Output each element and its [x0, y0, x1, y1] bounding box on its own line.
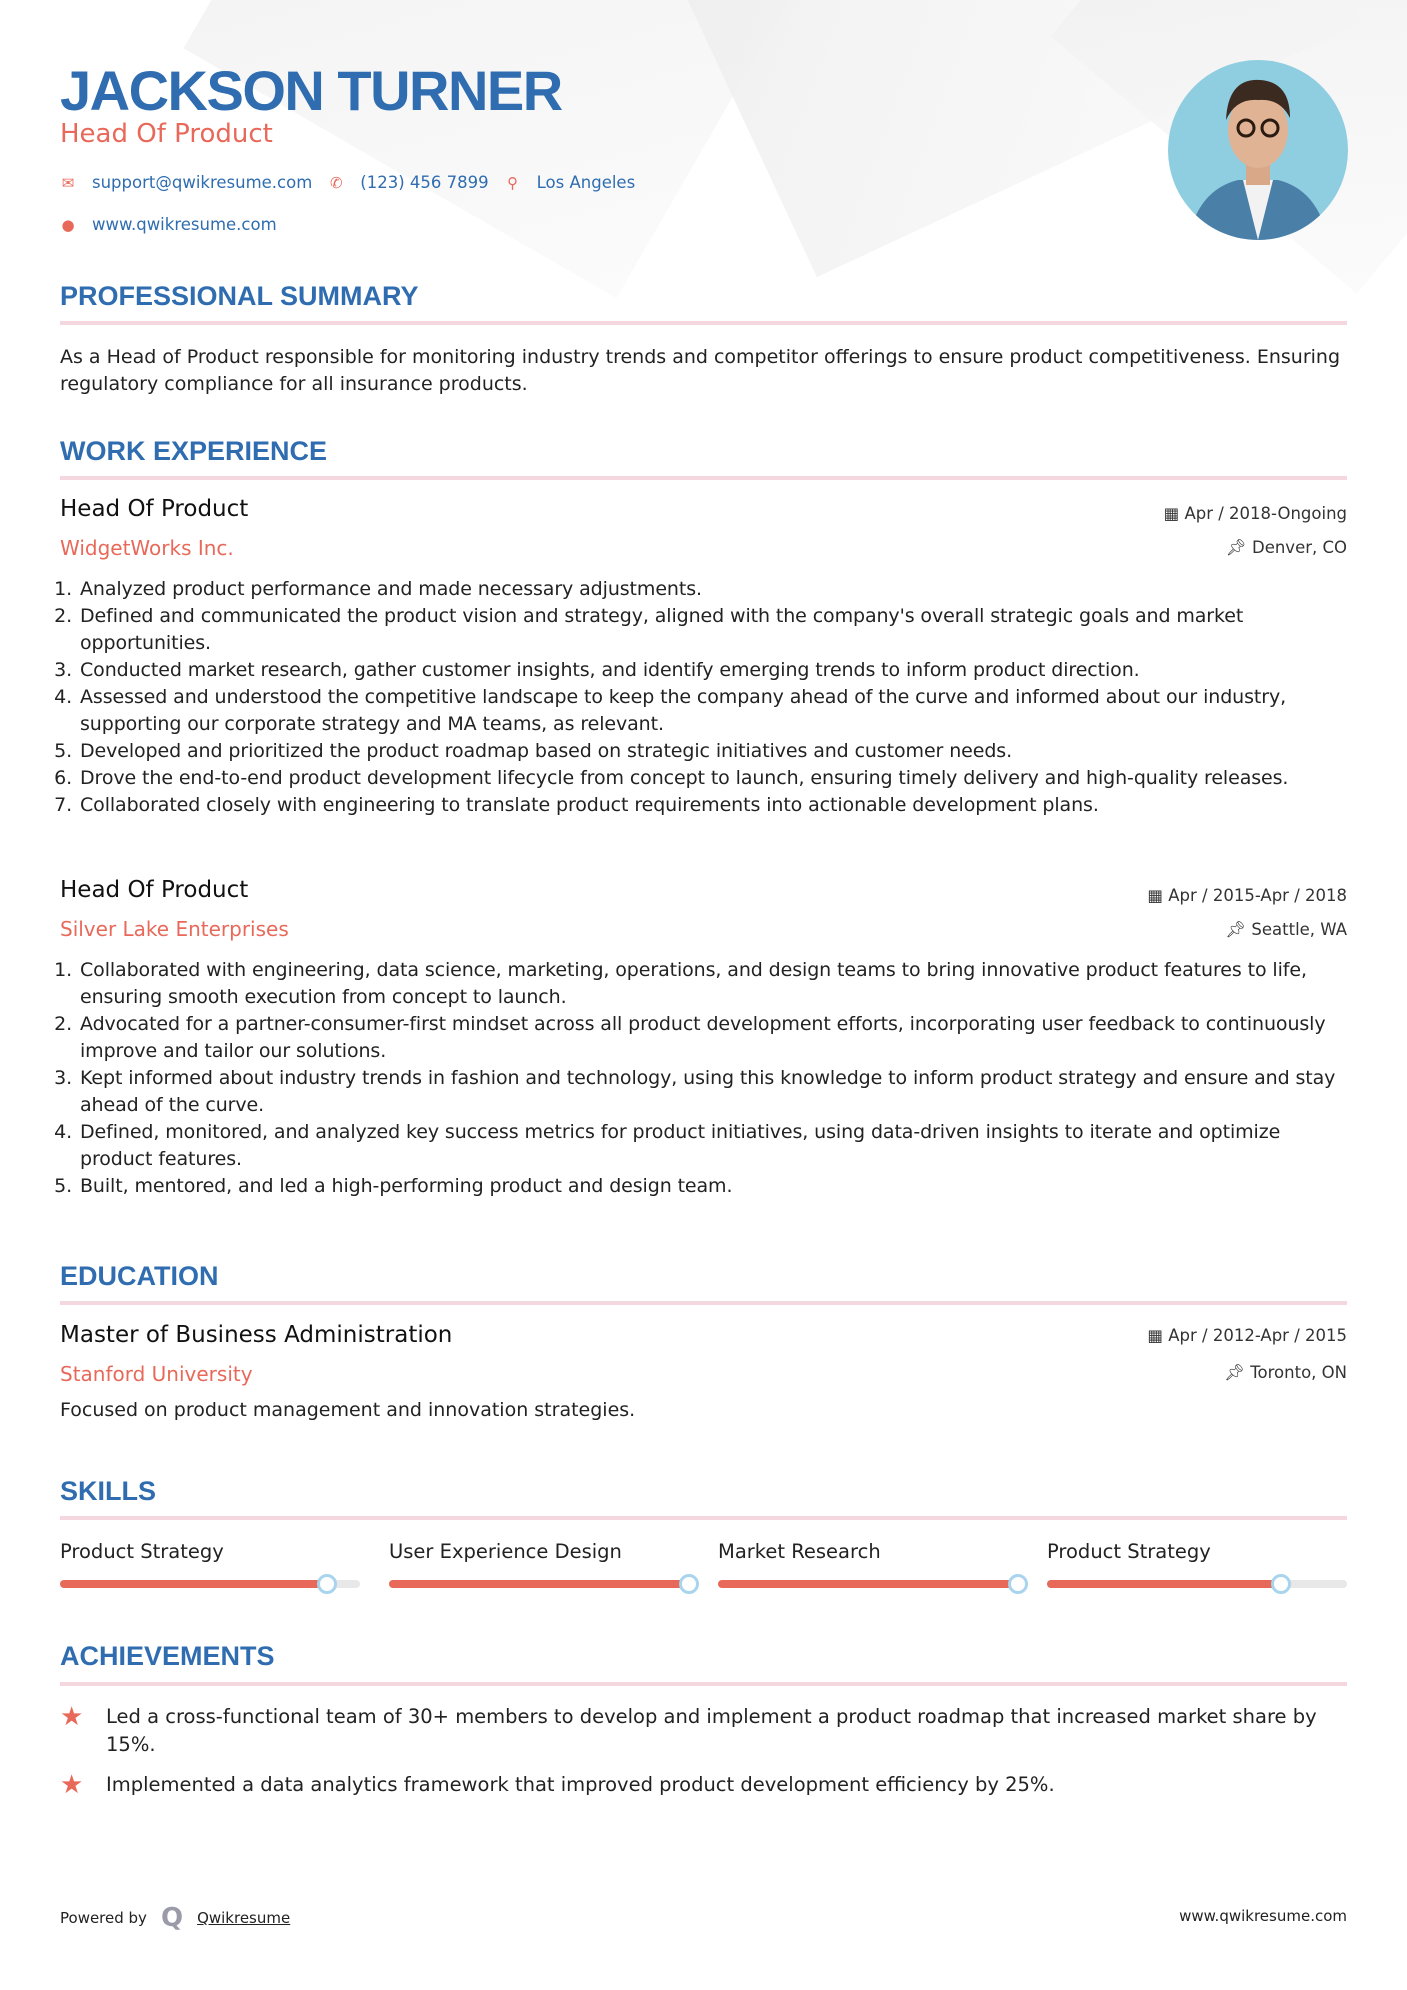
website-link[interactable]: www.qwikresume.com: [92, 215, 277, 234]
footer-powered-by: [60, 1903, 290, 1933]
skill-level-thumb: [679, 1574, 699, 1594]
skill-level-bar: [1047, 1580, 1347, 1588]
skill-item: [1047, 1540, 1347, 1563]
skill-name: Product Strategy: [60, 1540, 224, 1563]
job-title: Head Of Product: [60, 496, 249, 522]
pin-icon: 📌︎: [1225, 920, 1252, 939]
education-heading: EDUCATION: [60, 1261, 219, 1291]
education-description: Focused on product management and innovation strategies.: [60, 1399, 636, 1421]
phone-icon: ✆: [330, 173, 343, 192]
list-item: 6. Drove the end-to-end product development lifecycle from concept to launch, ensuring timely delivery and high-quality releases.: [78, 765, 1347, 792]
calendar-icon: ▦: [1147, 1326, 1169, 1345]
job-location: [1225, 920, 1347, 940]
footer-website[interactable]: www.qwikresume.com: [1179, 1907, 1347, 1925]
job-dates: [1164, 504, 1347, 523]
list-item: 5. Built, mentored, and led a high-performing product and design team.: [78, 1173, 1347, 1200]
summary-text: As a Head of Product responsible for monitoring industry trends and competitor offerings to ensure product competitiveness. Ensuring regulatory compliance for all insurance products.: [60, 346, 1341, 395]
summary-heading: PROFESSIONAL SUMMARY: [60, 281, 419, 311]
skill-item: [389, 1540, 689, 1563]
email-link[interactable]: support@qwikresume.com: [92, 173, 313, 192]
list-item: 1. Collaborated with engineering, data science, marketing, operations, and design teams to bring innovative product features to life, ensuring smooth execution from concept to launch.: [78, 957, 1347, 1011]
job-title: Head Of Product: [60, 877, 249, 903]
list-item: 2. Advocated for a partner-consumer-first mindset across all product development efforts, incorporating user feedback to continuously improve and tailor our solutions.: [78, 1011, 1347, 1065]
map-pin-icon: ⚲: [507, 173, 519, 192]
dates-text: Apr / 2018-Ongoing: [1184, 504, 1347, 523]
calendar-icon: ▦: [1163, 504, 1185, 523]
skill-name: User Experience Design: [389, 1540, 622, 1563]
list-item: 1. Analyzed product performance and made necessary adjustments.: [78, 576, 1347, 603]
candidate-title: Head Of Product: [60, 119, 273, 149]
divider: [60, 476, 1347, 480]
skill-level-thumb: [1271, 1574, 1291, 1594]
list-item: 5. Developed and prioritized the product roadmap based on strategic initiatives and customer needs.: [78, 738, 1347, 765]
job-company: Silver Lake Enterprises: [60, 917, 289, 941]
pin-icon: 📌︎: [1225, 538, 1252, 557]
school-name: Stanford University: [60, 1362, 253, 1386]
skill-item: [60, 1540, 360, 1563]
skill-level-bar: [60, 1580, 360, 1588]
brand-link[interactable]: Qwikresume: [197, 1909, 291, 1927]
skills-heading: SKILLS: [60, 1476, 157, 1506]
divider: [60, 1682, 1347, 1686]
powered-by-label: Powered by: [60, 1909, 147, 1927]
list-item: 3. Conducted market research, gather customer insights, and identify emerging trends to inform product direction.: [78, 657, 1347, 684]
job-location: [1226, 538, 1347, 558]
education-dates: [1147, 1326, 1347, 1345]
list-item: 3. Kept informed about industry trends in fashion and technology, using this knowledge to inform product strategy and ensure and stay ahead of the curve.: [78, 1065, 1347, 1119]
skill-level-fill: [389, 1580, 689, 1588]
achievement-text: Implemented a data analytics framework that improved product development efficiency by 25%.: [106, 1773, 1055, 1796]
phone-text: (123) 456 7899: [360, 173, 489, 192]
job-duties-list: [60, 576, 1347, 819]
job-company: WidgetWorks Inc.: [60, 536, 234, 560]
job-dates: [1147, 886, 1347, 905]
skill-level-fill: [1047, 1580, 1281, 1588]
divider: [60, 1516, 1347, 1520]
star-icon: ★: [60, 1770, 84, 1800]
skill-level-thumb: [317, 1574, 337, 1594]
skill-name: Product Strategy: [1047, 1540, 1211, 1563]
achievement-item: [60, 1771, 1347, 1799]
skill-name: Market Research: [718, 1540, 881, 1563]
skill-item: [718, 1540, 1018, 1563]
location-text: Denver, CO: [1251, 538, 1347, 557]
divider: [60, 1301, 1347, 1305]
location-text: Toronto, ON: [1250, 1363, 1347, 1382]
list-item: 4. Defined, monitored, and analyzed key success metrics for product initiatives, using data-driven insights to iterate and optimize product features.: [78, 1119, 1347, 1173]
skill-level-fill: [60, 1580, 327, 1588]
candidate-name: JACKSON TURNER: [60, 59, 562, 122]
list-item: 2. Defined and communicated the product vision and strategy, aligned with the company's overall strategic goals and market opportunities.: [78, 603, 1347, 657]
location-text: Los Angeles: [536, 173, 636, 192]
degree-title: Master of Business Administration: [60, 1322, 453, 1348]
profile-photo: [1168, 60, 1348, 240]
skill-level-bar: [389, 1580, 689, 1588]
dates-text: Apr / 2012-Apr / 2015: [1168, 1326, 1347, 1345]
star-icon: ★: [60, 1702, 84, 1732]
job-duties-list: [60, 957, 1347, 1200]
skill-level-fill: [718, 1580, 1018, 1588]
skill-level-thumb: [1008, 1574, 1028, 1594]
achievement-item: [60, 1703, 1347, 1759]
qwikresume-logo-icon: Q: [160, 1903, 184, 1933]
divider: [60, 321, 1347, 325]
experience-heading: WORK EXPERIENCE: [60, 436, 328, 466]
website-row: [58, 215, 277, 234]
dates-text: Apr / 2015-Apr / 2018: [1168, 886, 1347, 905]
calendar-icon: ▦: [1147, 886, 1169, 905]
envelope-icon: ✉: [61, 173, 75, 192]
pin-icon: 📌︎: [1224, 1363, 1251, 1382]
skill-level-bar: [718, 1580, 1018, 1588]
list-item: 7. Collaborated closely with engineering to translate product requirements into actionable development plans.: [78, 792, 1347, 819]
list-item: 4. Assessed and understood the competitive landscape to keep the company ahead of the curve and informed about our industry, supporting our corporate strategy and MA teams, as relevant.: [78, 684, 1347, 738]
education-location: [1224, 1363, 1347, 1383]
achievement-text: Led a cross-functional team of 30+ members to develop and implement a product roadmap that increased market share by 15%.: [106, 1705, 1317, 1756]
globe-icon: ●: [61, 215, 75, 234]
contact-row: [58, 173, 635, 192]
location-text: Seattle, WA: [1251, 920, 1347, 939]
achievements-heading: ACHIEVEMENTS: [60, 1641, 275, 1671]
